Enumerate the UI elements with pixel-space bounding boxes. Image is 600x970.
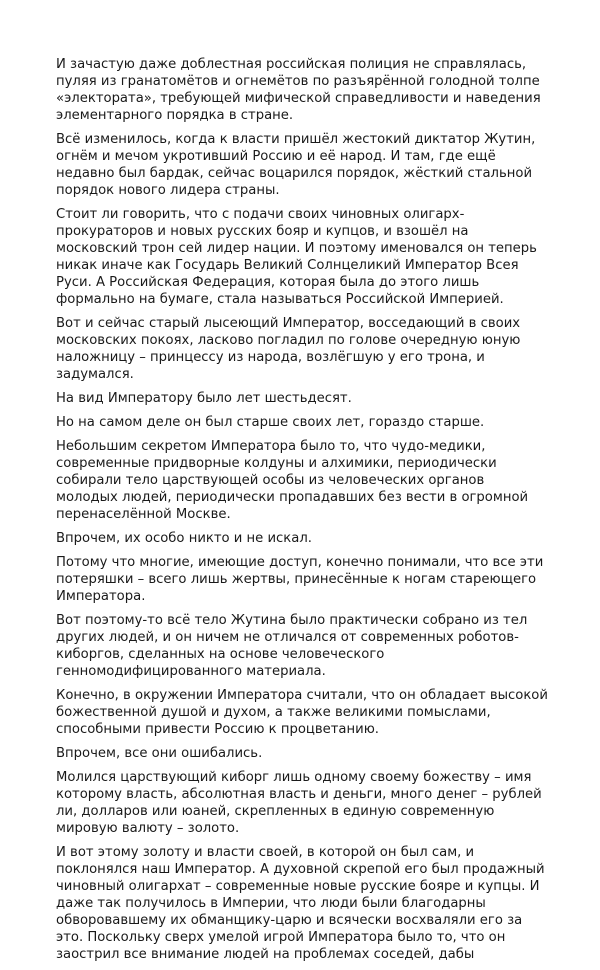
paragraph-6: Но на самом деле он был старше своих лет, гораздо старше. — [56, 415, 485, 430]
paragraph-3: Стоит ли говорить, что с подачи своих чиновных олигарх-прокураторов и новых русских бояр и купцов, и взошёл на московский трон сей лидер нации. И поэтому именовался он теперь никак иначе как Государь Великий Солнцеликий Император Всея Руси. А Российская Федерация, которая была до этого лишь формально на бумаге, стала называться Российской Империей. — [56, 207, 537, 307]
paragraph-12: Впрочем, все они ошибались. — [56, 746, 263, 761]
paragraph-4: Вот и сейчас старый лысеющий Император, восседающий в своих московских покоях, ласково погладил по голове очередную юную наложницу – принцессу из народа, возлёгшую у его трона, и задумался. — [56, 316, 521, 382]
paragraph-5: На вид Императору было лет шестьдесят. — [56, 391, 352, 406]
paragraph-7: Небольшим секретом Императора было то, что чудо-медики, современные придворные колдуны и алхимики, периодически собирали тело царствующей особы из человеческих органов молодых людей, периодически пропадавших без вести в огромной перенаселённой Москве. — [56, 439, 529, 522]
document-page — [56, 56, 550, 970]
paragraph-10: Вот поэтому-то всё тело Жутина было практически собрано из тел других людей, и он ничем не отличался от современных роботов-киборгов, сделанных на основе человеческого генномодифицированного материала. — [56, 613, 528, 679]
paragraph-2: Всё изменилось, когда к власти пришёл жестокий диктатор Жутин, огнём и мечом укротивший Россию и её народ. И там, где ещё недавно был бардак, сейчас воцарился порядок, жёсткий стальной порядок нового лидера страны. — [56, 132, 536, 198]
paragraph-9: Потому что многие, имеющие доступ, конечно понимали, что все эти потеряшки – всего лишь жертвы, принесённые к ногам стареющего Императора. — [56, 555, 544, 604]
paragraph-13: Молился царствующий киборг лишь одному своему божеству – имя которому власть, абсолютная власть и деньги, много денег – рублей ли, долларов или юаней, скрепленных в единую современную мировую валюту – золото. — [56, 770, 542, 836]
paragraph-8: Впрочем, их особо никто и не искал. — [56, 531, 312, 546]
paragraph-11: Конечно, в окружении Императора считали, что он обладает высокой божественной душой и духом, а также великими помыслами, способными привести Россию к процветанию. — [56, 688, 548, 737]
paragraph-1: И зачастую даже доблестная российская полиция не справлялась, пуляя из гранатомётов и огнемётов по разъярённой голодной толпе «электората», требующей мифической справедливости и наведения элементарного порядка в стране. — [56, 57, 541, 123]
paragraph-14: И вот этому золоту и власти своей, в которой он был сам, и поклонялся наш Император. А духовной скрепой его был продажный чиновный олигархат – современные новые русские бояре и купцы. И даже так получилось в Империи, что люди были благодарны обворовавшему их обманщику-царю и всячески восхваляли его за это. Поскольку сверх умелой игрой Императора было то, что он заострил все внимание людей на проблемах соседей, дабы — [56, 845, 545, 962]
